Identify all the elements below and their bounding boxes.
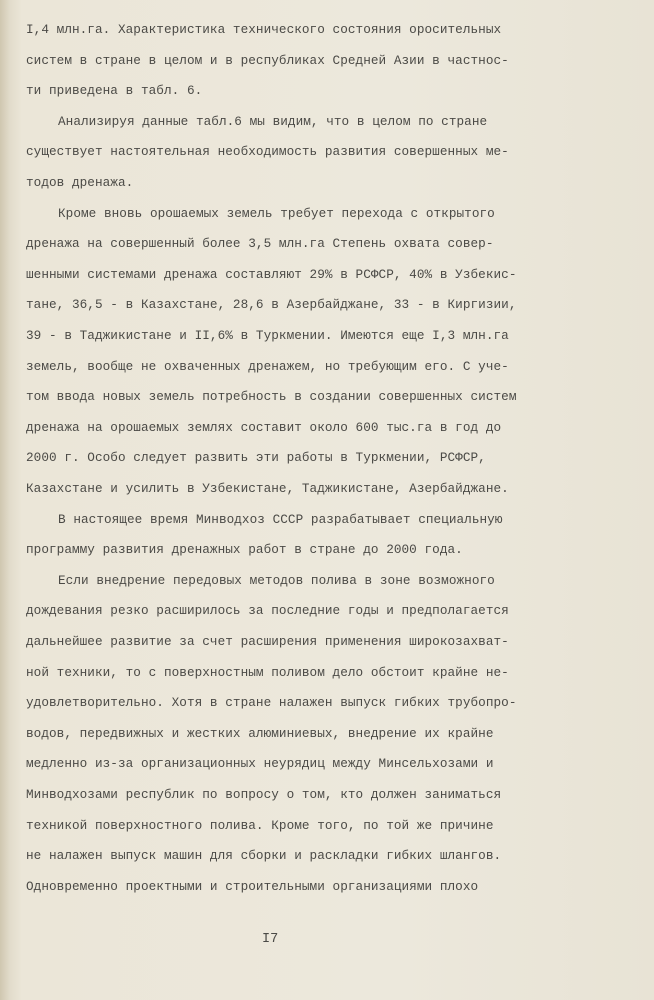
text-line: дренажа на орошаемых землях составит около 600 тыс.га в год до <box>26 419 502 435</box>
text-line: Если внедрение передовых методов полива в зоне возможного <box>58 572 495 588</box>
text-line: Анализируя данные табл.6 мы видим, что в целом по стране <box>58 113 488 129</box>
text-line: 2000 г. Особо следует развить эти работы в Туркмении, РСФСР, <box>26 450 486 466</box>
text-line: тодов дренажа. <box>26 175 134 190</box>
text-line: удовлетворительно. Хотя в стране налажен выпуск гибких трубопро- <box>26 695 517 711</box>
text-line: В настоящее время Минводхоз СССР разрабатывает специальную <box>58 511 503 527</box>
text-line: Одновременно проектными и строительными организациями плохо <box>26 878 479 894</box>
text-line: существует настоятельная необходимость развития совершенных ме- <box>26 144 509 160</box>
text-line: дождевания резко расширилось за последние годы и предполагается <box>26 603 509 619</box>
text-line: шенными системами дренажа составляют 29% в РСФСР, 40% в Узбекис- <box>26 266 517 282</box>
text-line: земель, вообще не охваченных дренажем, но требующим его. С уче- <box>26 358 509 374</box>
text-line: ной техники, то с поверхностным поливом дело обстоит крайне не- <box>26 664 509 680</box>
text-line: водов, передвижных и жестких алюминиевых, внедрение их крайне <box>26 725 494 741</box>
text-line: техникой поверхностного полива. Кроме того, по той же причине <box>26 817 494 833</box>
text-line: систем в стране в целом и в республиках Средней Азии в частнос- <box>26 52 509 68</box>
text-line: дальнейшее развитие за счет расширения применения широкозахват- <box>26 634 509 649</box>
text-line: 39 - в Таджикистане и II,6% в Туркмении. Имеются еще I,3 млн.га <box>26 328 509 343</box>
text-line: программу развития дренажных работ в стране до 2000 года. <box>26 542 463 558</box>
text-line: Кроме вновь орошаемых земель требует перехода с открытого <box>58 205 495 221</box>
text-line: дренажа на совершенный более 3,5 млн.га Степень охвата совер- <box>26 236 494 252</box>
text-line: тане, 36,5 - в Казахстане, 28,6 в Азербайджане, 33 - в Киргизии, <box>26 297 517 313</box>
text-line: не налажен выпуск машин для сборки и раскладки гибких шлангов. <box>26 848 502 864</box>
text-line: ти приведена в табл. 6. <box>26 83 203 99</box>
text-line: Минводхозами республик по вопросу о том, кто должен заниматься <box>26 787 502 802</box>
text-line: том ввода новых земель потребность в создании совершенных систем <box>26 389 517 405</box>
text-line: Казахстане и усилить в Узбекистане, Таджикистане, Азербайджане. <box>26 481 509 496</box>
text-line: I,4 млн.га. Характеристика технического состояния оросительных <box>26 22 502 37</box>
page-number: I7 <box>262 932 279 947</box>
text-line: медленно из-за организационных неурядиц между Минсельхозами и <box>26 756 494 772</box>
